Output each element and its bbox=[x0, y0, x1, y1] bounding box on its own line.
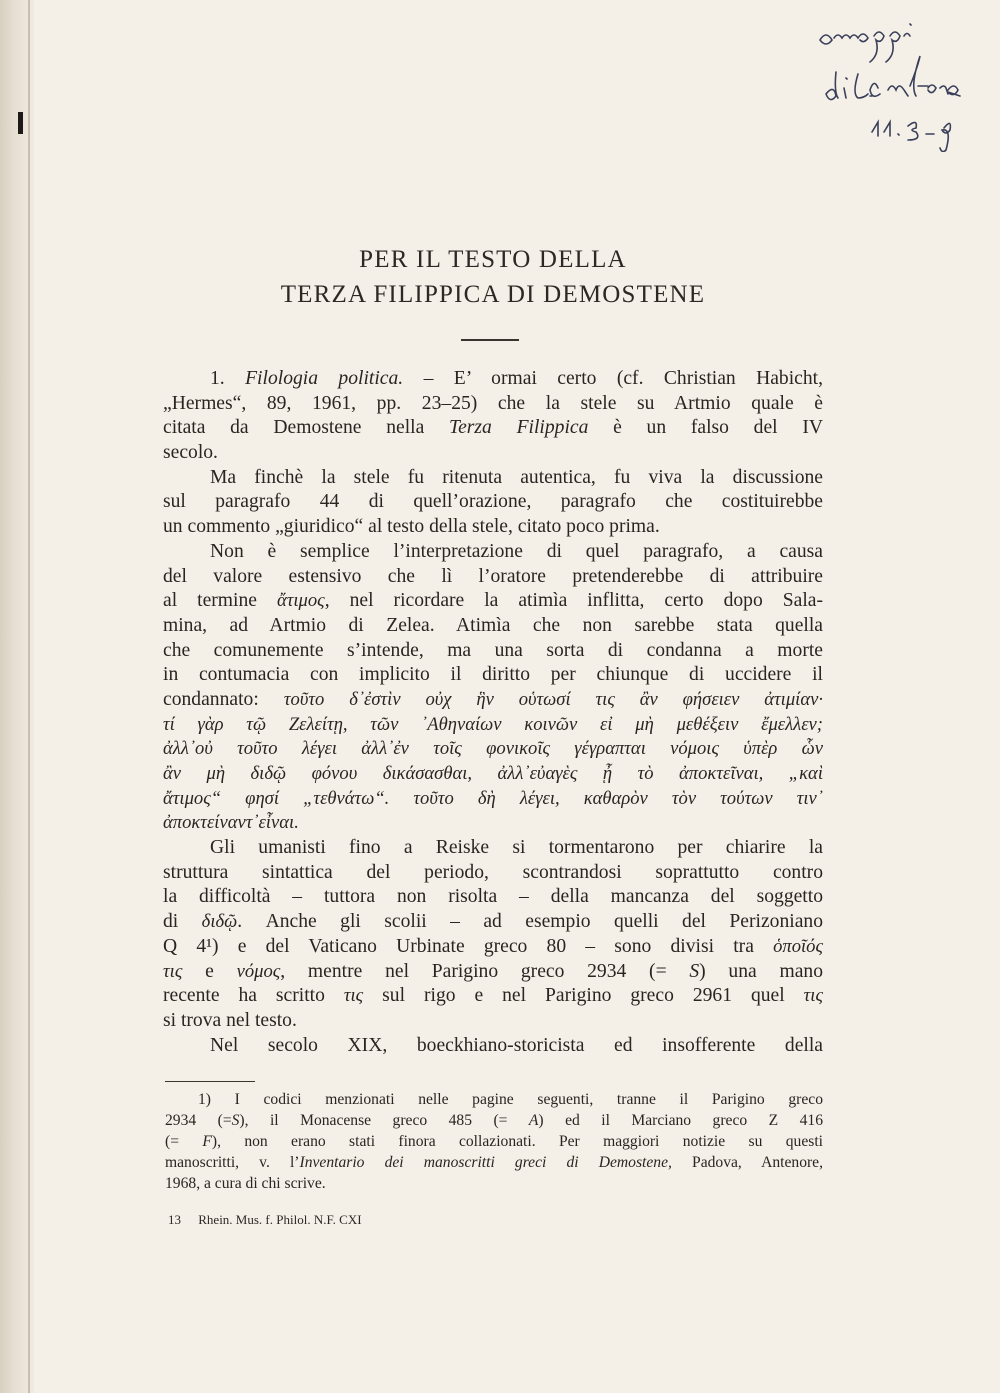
body-line bbox=[163, 490, 823, 515]
footnote-line bbox=[165, 1110, 823, 1131]
text-segment: ) una mano bbox=[699, 960, 823, 982]
body-line bbox=[163, 885, 823, 910]
greek-quotation: ἀλλ᾽οὐ τοῦτο λέγει ἀλλ᾽ἐν τοῖς φονικοῖς γέγραπται νόμοις ὑπὲρ ὧν bbox=[163, 738, 823, 760]
text-segment: ), non erano stati finora collazionati. Per maggiori notizie su questi bbox=[211, 1133, 823, 1150]
text-segment: ) ed il Marciano greco Z 416 bbox=[538, 1112, 823, 1129]
greek-quotation: τοῦτο δ᾽ἐστὶν οὐχ ἣν οὑτωσί τις ἂν φήσειεν ἀτιμίαν· bbox=[283, 688, 823, 710]
text-segment: – E’ ormai certo (cf. Christian Habicht, bbox=[403, 368, 824, 389]
handwritten-dedication bbox=[806, 2, 996, 152]
text-segment: recente ha scritto bbox=[163, 985, 344, 1007]
greek-quotation: διδῷ bbox=[201, 911, 238, 933]
italic-text: S bbox=[689, 960, 700, 982]
italic-text: S bbox=[231, 1112, 240, 1129]
text-segment: al termine bbox=[163, 590, 277, 612]
body-line bbox=[163, 589, 823, 614]
text-segment: del valore estensivo che lì l’oratore pretenderebbe di attribuire bbox=[163, 565, 823, 587]
body-line bbox=[163, 960, 823, 985]
text-segment: ), il Monacense greco 485 (= bbox=[239, 1112, 529, 1129]
italic-text: Filologia politica. bbox=[245, 368, 404, 389]
body-line bbox=[163, 713, 823, 738]
footnote-rule bbox=[165, 1081, 255, 1082]
greek-quotation: ἄτιμος bbox=[276, 590, 325, 612]
footnote-line bbox=[165, 1131, 823, 1152]
text-segment: è un falso del IV bbox=[588, 417, 824, 439]
text-segment: la difficoltà – tuttora non risolta – della mancanza del soggetto bbox=[163, 886, 823, 908]
italic-text: Terza Filippica bbox=[449, 417, 589, 439]
footnote bbox=[165, 1089, 823, 1194]
greek-quotation: ἄτιμος“ φησί „τεθνάτω“. τοῦτο δὴ λέγει, καθαρὸν τὸν τούτων τιν᾽ bbox=[163, 787, 823, 809]
body-line bbox=[163, 762, 823, 787]
body-line bbox=[163, 614, 823, 639]
binding-line bbox=[28, 0, 30, 1393]
body-line bbox=[163, 1009, 823, 1034]
italic-text: Inventario dei manoscritti greci di Demostene, bbox=[299, 1154, 672, 1171]
body-line bbox=[163, 663, 823, 688]
body-line bbox=[163, 836, 823, 861]
text-segment: Non è semplice l’interpretazione di quel paragrafo, a causa bbox=[210, 540, 823, 562]
text-segment: 1. bbox=[210, 368, 246, 389]
footnote-line bbox=[165, 1152, 823, 1173]
text-segment: di bbox=[163, 911, 202, 933]
body-line bbox=[163, 466, 823, 491]
footnote-line bbox=[165, 1173, 823, 1194]
text-segment: Padova, Antenore, bbox=[671, 1154, 823, 1171]
body-line bbox=[163, 367, 823, 392]
italic-text: A bbox=[528, 1112, 539, 1129]
text-segment: mina, ad Artmio di Zelea. Atimìa che non sarebbe stata quella bbox=[163, 614, 823, 636]
body-line bbox=[163, 910, 823, 935]
text-segment: che comunemente s’intende, ma una sorta di condanna a morte bbox=[163, 639, 823, 661]
body-line bbox=[163, 737, 823, 762]
text-segment: un commento „giuridico“ al testo della stele, citato poco prima. bbox=[163, 516, 660, 538]
body-line bbox=[163, 1034, 823, 1059]
text-segment: . Anche gli scolii – ad esempio quelli del Perizoniano bbox=[237, 911, 823, 933]
text-segment: (= bbox=[165, 1133, 203, 1150]
title-line-1: PER IL TESTO DELLA bbox=[359, 246, 627, 273]
text-segment: e bbox=[182, 960, 237, 982]
text-segment: Q 4¹) e del Vaticano Urbinate greco 80 – sono divisi tra bbox=[163, 935, 774, 957]
body-line bbox=[163, 811, 823, 836]
greek-quotation: τις bbox=[803, 985, 823, 1007]
body-line bbox=[163, 639, 823, 664]
page-footer bbox=[168, 1212, 362, 1228]
title-rule bbox=[461, 339, 519, 341]
footnote-line bbox=[165, 1089, 823, 1110]
title-line-2: TERZA FILIPPICA DI DEMOSTENE bbox=[280, 281, 706, 308]
greek-quotation: τις bbox=[343, 985, 364, 1007]
text-segment: , nel ricordare la atimìa inflitta, certo dopo Sala- bbox=[324, 590, 824, 612]
greek-quotation: νόμος bbox=[236, 960, 281, 982]
text-segment: Nel secolo XIX, boeckhiano-storicista ed insofferente della bbox=[210, 1034, 823, 1056]
text-segment: si trova nel testo. bbox=[163, 1009, 297, 1031]
text-segment: 1968, a cura di chi scrive. bbox=[165, 1175, 326, 1192]
body-line bbox=[163, 935, 823, 960]
text-segment: 2934 (= bbox=[165, 1112, 232, 1129]
greek-quotation: ἂν μὴ διδῷ φόνου δικάσασθαι, ἀλλ᾽εὐαγὲς ᾖ τὸ ἀποκτεῖναι, „καὶ bbox=[163, 763, 823, 784]
text-segment: condannato: bbox=[163, 688, 284, 710]
greek-quotation: τις bbox=[163, 960, 183, 982]
journal-reference: Rhein. Mus. f. Philol. N.F. CXI bbox=[198, 1212, 362, 1227]
body-text bbox=[163, 367, 823, 1058]
greek-quotation: ἀποκτείναντ᾽εἶναι. bbox=[163, 812, 299, 834]
text-segment: struttura sintattica del periodo, scontrandosi soprattutto contro bbox=[163, 861, 823, 883]
body-line bbox=[163, 515, 823, 540]
body-line bbox=[163, 565, 823, 590]
text-segment: secolo. bbox=[163, 442, 218, 464]
text-segment: Ma finchè la stele fu ritenuta autentica, fu viva la discussione bbox=[210, 466, 823, 488]
body-line bbox=[163, 392, 823, 417]
body-line bbox=[163, 688, 823, 713]
text-segment: in contumacia con implicito il diritto per chiunque di uccidere il bbox=[163, 664, 823, 686]
text-segment: „Hermes“, 89, 1961, pp. 23–25) che la stele su Artmio quale è bbox=[163, 392, 823, 414]
italic-text: F bbox=[202, 1133, 212, 1150]
scan-mark bbox=[18, 112, 23, 134]
text-segment: manoscritti, v. l’ bbox=[165, 1154, 300, 1171]
page-number: 13 bbox=[168, 1212, 181, 1227]
greek-quotation: τί γὰρ τῷ Ζελείτῃ, τῶν ᾿Αθηναίων κοινῶν εἰ μὴ μεθέξειν ἔμελλεν; bbox=[163, 713, 823, 735]
body-line bbox=[163, 441, 823, 466]
text-segment: citata da Demostene nella bbox=[163, 417, 450, 439]
text-segment: , mentre nel Parigino greco 2934 (= bbox=[280, 960, 690, 982]
text-segment: sul rigo e nel Parigino greco 2961 quel bbox=[363, 985, 804, 1007]
body-line bbox=[163, 984, 823, 1009]
text-segment: 1) I codici menzionati nelle pagine seguenti, tranne il Parigino greco bbox=[198, 1091, 823, 1108]
body-line bbox=[163, 861, 823, 886]
body-line bbox=[163, 540, 823, 565]
greek-quotation: ὁποῖός bbox=[773, 935, 823, 957]
text-segment: sul paragrafo 44 di quell’orazione, paragrafo che costituirebbe bbox=[163, 491, 823, 513]
text-segment: Gli umanisti fino a Reiske si tormentarono per chiarire la bbox=[210, 837, 823, 859]
body-line bbox=[163, 416, 823, 441]
body-line bbox=[163, 787, 823, 812]
